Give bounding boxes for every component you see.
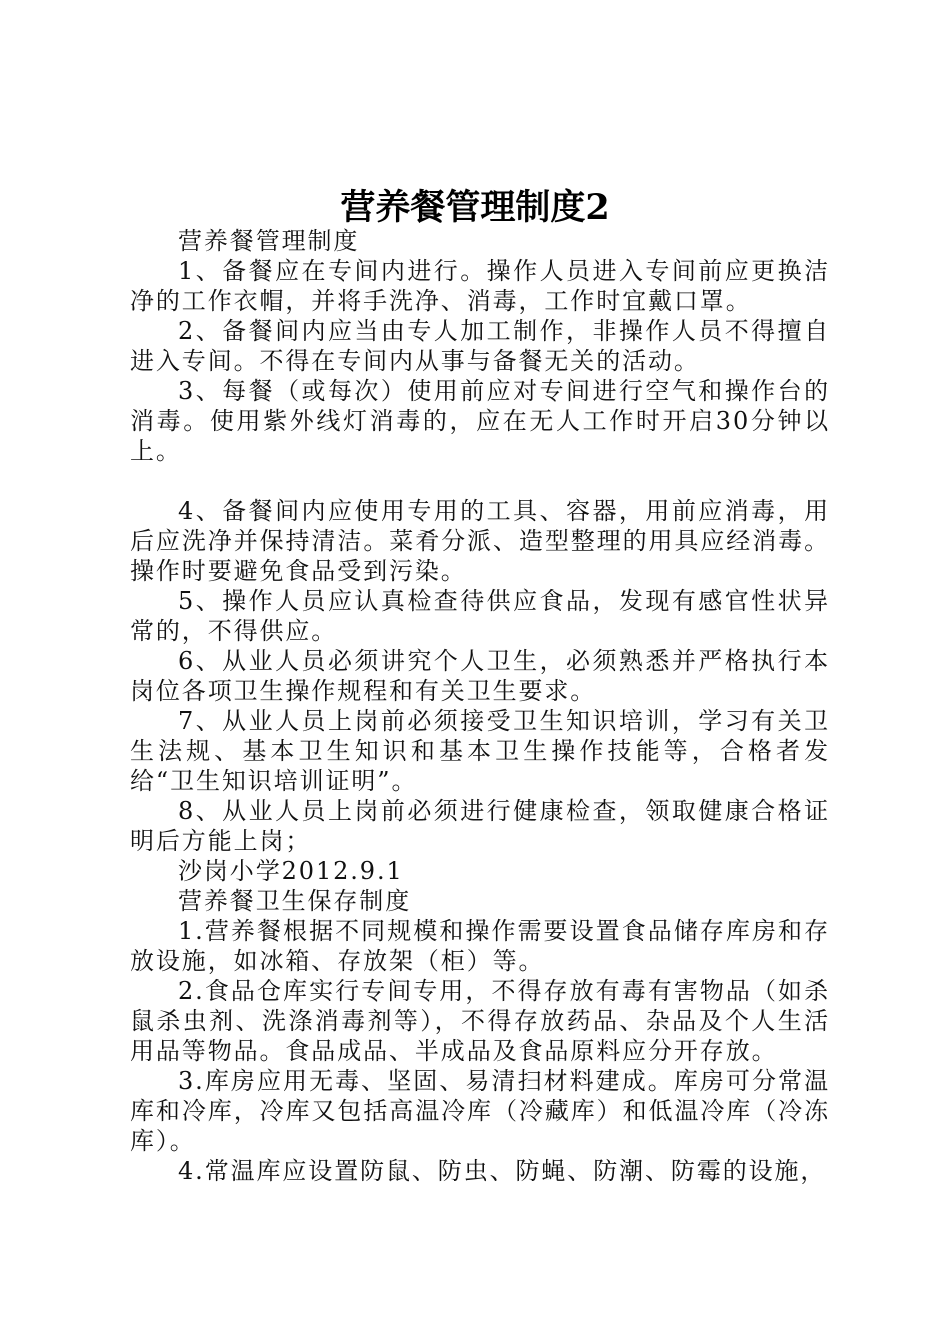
- paragraph: 营养餐管理制度: [178, 227, 360, 255]
- paragraph: 2、备餐间内应当由专人加工制作，非操作人员不得擅自进入专间。不得在专间内从事与备餐无关的活动。: [130, 317, 830, 375]
- paragraph: 5、操作人员应认真检查待供应食品，发现有感官性状异常的，不得供应。: [130, 587, 830, 645]
- paragraph: 2.食品仓库实行专间专用，不得存放有毒有害物品（如杀鼠杀虫剂、洗涤消毒剂等），不得存放药品、杂品及个人生活用品等物品。食品成品、半成品及食品原料应分开存放。: [130, 977, 830, 1065]
- paragraph: 7、从业人员上岗前必须接受卫生知识培训，学习有关卫生法规、基本卫生知识和基本卫生操作技能等，合格者发给“卫生知识培训证明”。: [130, 707, 830, 795]
- paragraph: 3.库房应用无毒、坚固、易清扫材料建成。库房可分常温库和冷库，冷库又包括高温冷库（冷藏库）和低温冷库（冷冻库）。: [130, 1067, 830, 1155]
- paragraph: 4、备餐间内应使用专用的工具、容器，用前应消毒，用后应洗净并保持清洁。菜肴分派、造型整理的用具应经消毒。操作时要避免食品受到污染。: [130, 497, 830, 585]
- paragraph: 3、每餐（或每次）使用前应对专间进行空气和操作台的消毒。使用紫外线灯消毒的，应在无人工作时开启30分钟以上。: [130, 377, 830, 465]
- paragraph: 沙岗小学2012.9.1: [178, 857, 404, 885]
- paragraph: 1、备餐应在专间内进行。操作人员进入专间前应更换洁净的工作衣帽，并将手洗净、消毒，工作时宜戴口罩。: [130, 257, 830, 315]
- paragraph: 8、从业人员上岗前必须进行健康检查，领取健康合格证明后方能上岗；: [130, 797, 830, 855]
- paragraph: 营养餐卫生保存制度: [178, 887, 412, 915]
- document-title: 营养餐管理制度2: [340, 187, 610, 228]
- paragraph: 1.营养餐根据不同规模和操作需要设置食品储存库房和存放设施，如冰箱、存放架（柜）等。: [130, 917, 830, 975]
- paragraph: 4.常温库应设置防鼠、防虫、防蝇、防潮、防霉的设施，: [178, 1157, 827, 1185]
- paragraph: 6、从业人员必须讲究个人卫生，必须熟悉并严格执行本岗位各项卫生操作规程和有关卫生要求。: [130, 647, 830, 705]
- document-body: [130, 226, 830, 1186]
